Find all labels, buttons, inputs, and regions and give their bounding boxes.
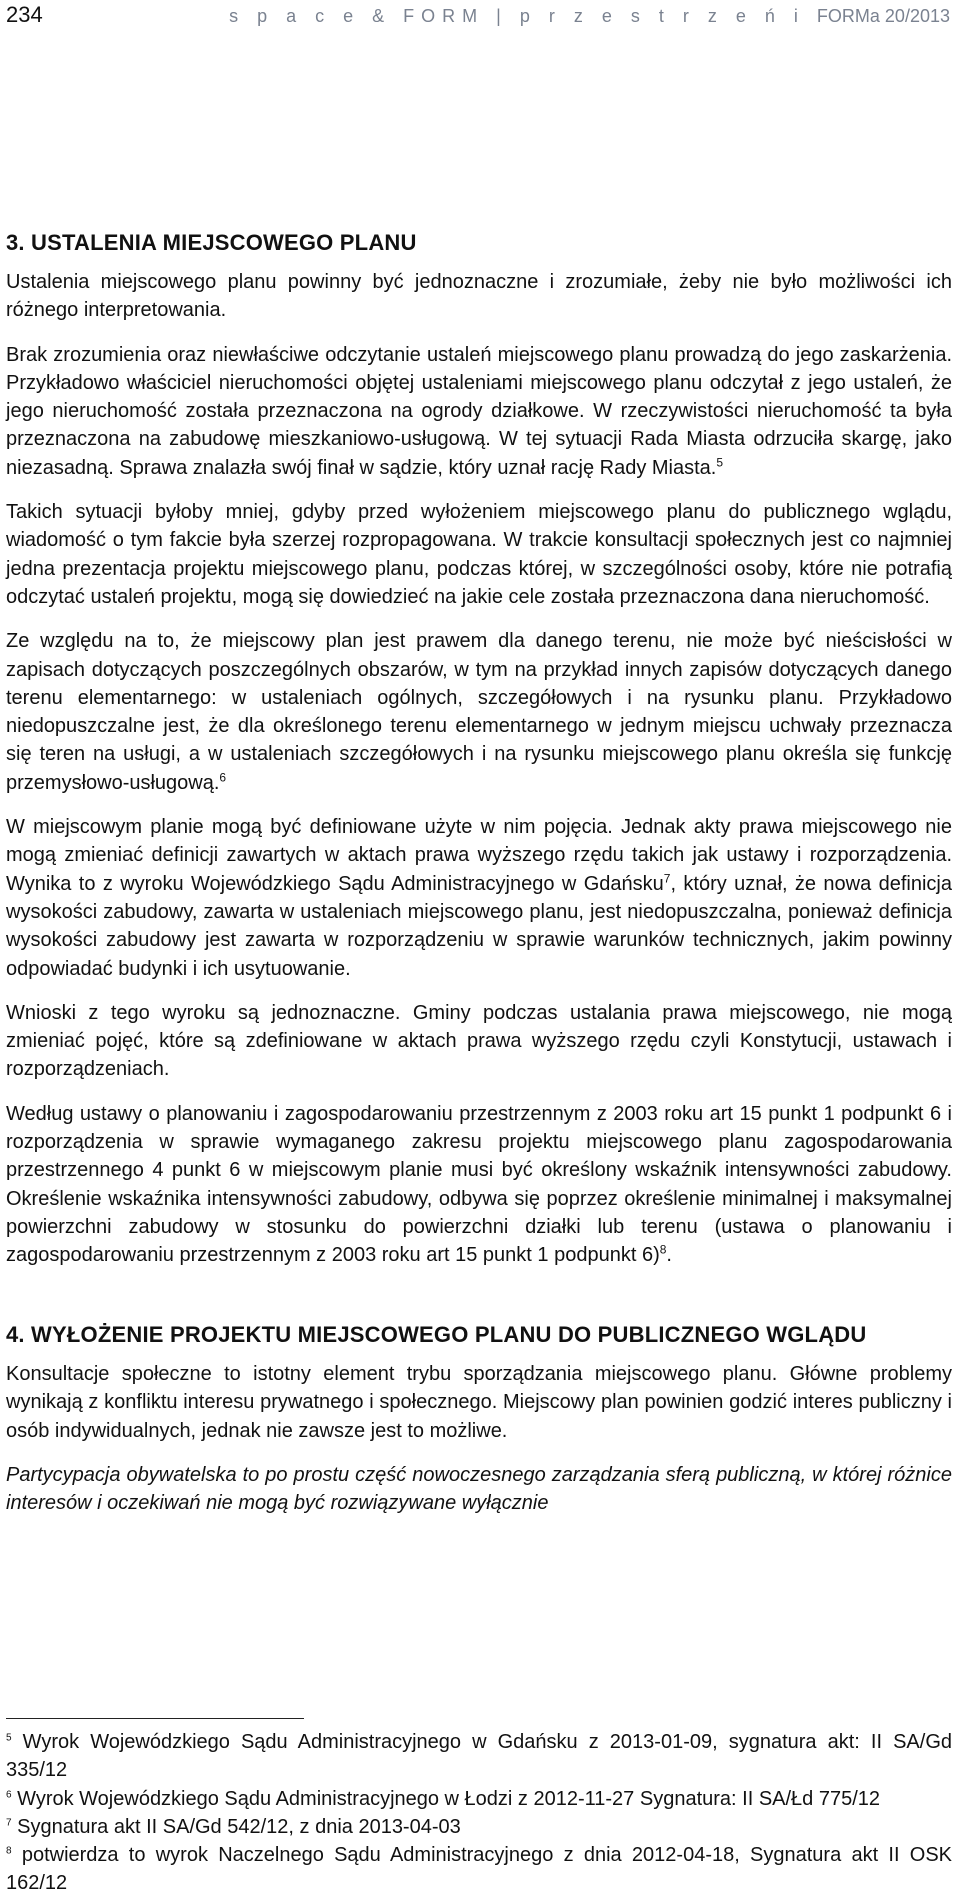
section-4 — [6, 1360, 952, 1517]
running-head — [229, 6, 950, 27]
paragraph-text: Brak zrozumienia oraz niewłaściwe odczytanie ustaleń miejscowego planu prowadzą do jego zaskarżenia. Przykładowo właściciel nieruchomości objętej ustaleniami miejscowego planu odczytał z jego ustaleń, że jego nieruchomość została przeznaczona na ogrody działkowe. W rzeczywistości nieruchomość ta była przeznaczona na zabudowę mieszkaniowo-usługową. W tej sytuacji Rada Miasta odrzuciła skargę, jako niezasadną. Sprawa znalazła swój finał w sądzie, który uznał rację Rady Miasta. — [6, 343, 952, 479]
paragraph: Konsultacje społeczne to istotny element trybu sporządzania miejscowego planu. Główne problemy wynikają z konfliktu interesu prywatnego i społecznego. Miejscowy plan powinien godzić interes publiczny i osób indywidualnych, jednak nie zawsze jest to możliwe. — [6, 1363, 952, 1442]
footnote-text: Wyrok Wojewódzkiego Sądu Administracyjnego w Gdańsku z 2013-01-09, sygnatura akt: II SA/Gd 335/12 — [6, 1731, 953, 1782]
section-3 — [6, 230, 952, 1270]
footnote-ref[interactable]: 5 — [716, 455, 724, 470]
footnote-number: 6 — [6, 1788, 12, 1800]
footnote — [6, 1728, 952, 1785]
footnote — [6, 1841, 952, 1898]
paragraph-text: , który uznał, że nowa definicja wysokości zabudowy, zawarta w ustaleniach miejscowego planu, jest niedopuszczalna, ponieważ definicja wysokości zabudowy jest zawarta w rozporządzeniu w sprawie warunków technicznych, jakim powinny odpowiadać budynki i ich usytuowanie. — [6, 872, 952, 980]
paragraph: Takich sytuacji byłoby mniej, gdyby przed wyłożeniem miejscowego planu do publicznego wglądu, wiadomość o tym fakcie była szerzej rozpropagowana. W trakcie konsultacji społecznych jest co najmniej jedna prezentacja projektu miejscowego planu, podczas której, w szczególności osoby, które nie potrafią odczytać ustaleń projektu, mogą się dowiedzieć na jakie cele została przeznaczona dana nieruchomość. — [6, 501, 952, 608]
footnote-text: Wyrok Wojewódzkiego Sądu Administracyjnego w Łodzi z 2012-11-27 Sygnatura: II SA/Łd 775/12 — [17, 1787, 881, 1810]
footnote-text: Sygnatura akt II SA/Gd 542/12, z dnia 2013-04-03 — [17, 1815, 461, 1838]
paragraph-text: W miejscowym planie mogą być definiowane użyte w nim pojęcia. Jednak akty prawa miejscowego nie mogą zmieniać definicji zawartych w aktach prawa wyższego rzędu takich jak ustawy i rozporządzenia. Wynika to z wyroku Wojewódzkiego Sądu Administracyjnego w Gdańsku — [6, 816, 952, 895]
page-header — [0, 0, 960, 50]
section-4-heading: 4. WYŁOŻENIE PROJEKTU MIEJSCOWEGO PLANU DO PUBLICZNEGO WGLĄDU — [6, 1322, 867, 1347]
running-head-title: s p a c e & FORM | p r z e s t r z e ń i — [229, 6, 805, 26]
footnote-ref[interactable]: 6 — [219, 770, 227, 785]
paragraph: Wnioski z tego wyroku są jednoznaczne. Gminy podczas ustalania prawa miejscowego, nie mogą zmieniać pojęć, które są zdefiniowane w aktach prawa wyższego rzędu czyli Konstytucji, ustawach i rozporządzeniach. — [6, 1001, 952, 1081]
paragraph — [6, 341, 952, 482]
footnote-number: 5 — [6, 1732, 12, 1744]
paragraph — [6, 813, 952, 983]
footnote-ref[interactable]: 7 — [663, 870, 671, 885]
paragraph-end: . — [666, 1244, 672, 1267]
footnote-ref[interactable]: 8 — [659, 1242, 667, 1257]
paragraph — [6, 1100, 952, 1270]
footnotes — [6, 1728, 952, 1898]
paragraph: Ustalenia miejscowego planu powinny być jednoznaczne i zrozumiałe, żeby nie było możliwości ich różnego interpretowania. — [6, 271, 952, 322]
paragraph — [6, 627, 952, 797]
footnote-text: potwierdza to wyrok Naczelnego Sądu Administracyjnego z dnia 2012-04-18, Sygnatura akt II OSK 162/12 — [6, 1844, 952, 1895]
page-number: 234 — [6, 2, 43, 27]
paragraph-text: Ze względu na to, że miejscowy plan jest prawem dla danego terenu, nie może być nieścisłości w zapisach dotyczących poszczególnych obszarów, w tym na przykład innych zapisów dotyczących danego terenu elementarnego: w ustaleniach ogólnych, szczegółowych i na rysunku planu. Przykładowo niedopuszczalne jest, że dla określonego terenu elementarnego w jednym miejscu uchwały przeznacza się teren na usługi, a w ustaleniach szczegółowych i na rysunku miejscowego planu określa się funkcję przemysłowo-usługową. — [6, 630, 952, 794]
footnote-number: 7 — [6, 1817, 12, 1829]
paragraph-text: Według ustawy o planowaniu i zagospodarowaniu przestrzennym z 2003 roku art 15 punkt 1 podpunkt 6 i rozporządzenia w sprawie wymaganego zakresu projektu miejscowego planu zagospodarowania przestrzennego 4 punkt 6 w miejscowym planie musi być określony wskaźnik intensywności zabudowy. Określenie wskaźnika intensywności zabudowy, odbywa się poprzez określenie minimalnej i maksymalnej powierzchni zabudowy w stosunku do powierzchni działki lub terenu (ustawa o planowaniu i zagospodarowaniu przestrzennym z 2003 roku art 15 punkt 1 podpunkt 6) — [6, 1102, 952, 1267]
footnote — [6, 1785, 952, 1813]
footnote — [6, 1813, 952, 1841]
paragraph-italic: Partycypacja obywatelska to po prostu część nowoczesnego zarządzania sferą publiczną, w której różnice interesów i oczekiwań nie mogą być rozwiązywane wyłącznie — [6, 1463, 952, 1515]
section-3-heading: 3. USTALENIA MIEJSCOWEGO PLANU — [6, 230, 417, 255]
running-head-issue: FORMa 20/2013 — [816, 6, 950, 26]
footnote-number: 8 — [6, 1845, 12, 1857]
footnote-divider — [6, 1718, 304, 1719]
